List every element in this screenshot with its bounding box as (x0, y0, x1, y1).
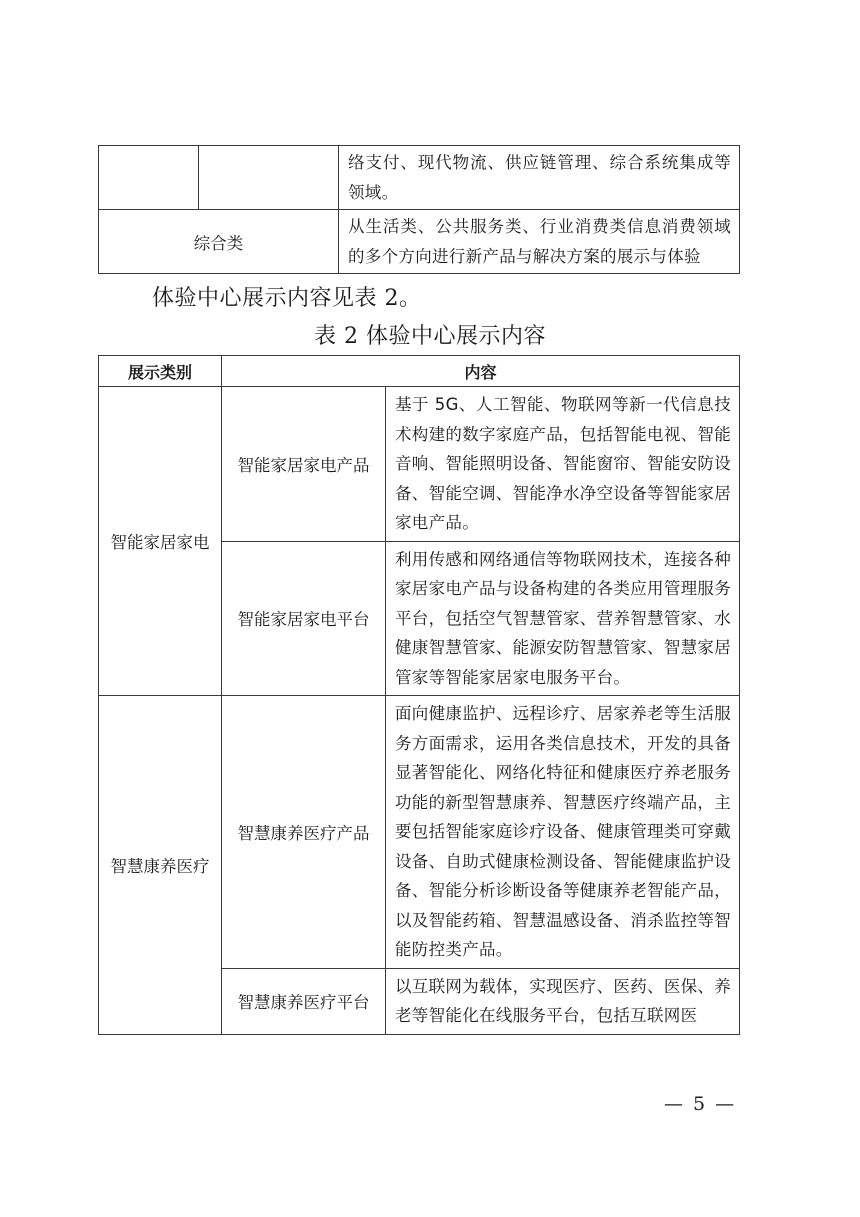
table-row (99, 146, 740, 210)
table-cell (99, 146, 199, 210)
subcategory-cell: 智能家居家电平台 (222, 541, 386, 696)
table-cell (386, 696, 740, 969)
cell-content: 面向健康监护、远程诊疗、居家养老等生活服务方面需求，运用各类信息技术，开发的具备显著智能化、网络化特征和健康医疗养老服务功能的新型智慧康养、智慧医疗终端产品，主要包括智能家庭诊疗设备、健康管理类可穿戴设备、自助式健康检测设备、智能健康监护设备、智能分析诊断设备等健康养老智能产品，以及智能药箱、智慧温感设备、消杀监控等智能防控类产品。 (395, 704, 732, 959)
cell-content: 络支付、现代物流、供应链管理、综合系统集成等领域。 (348, 153, 731, 202)
header-category: 展示类别 (99, 356, 222, 387)
cell-content: 基于 5G、人工智能、物联网等新一代信息技术构建的数字家庭产品，包括智能电视、智能音响、智能照明设备、智能窗帘、智能安防设备、智能空调、智能净水净空设备等智能家居家电产品。 (395, 395, 732, 532)
intro-paragraph: 体验中心展示内容见表 2。 (152, 286, 422, 311)
table-cell (199, 146, 339, 210)
subcategory-cell: 智慧康养医疗平台 (222, 968, 386, 1034)
category-cell: 智能家居家电 (99, 387, 222, 696)
cell-content: 利用传感和网络通信等物联网技术，连接各种家居家电产品与设备构建的各类应用管理服务平台，包括空气智慧管家、营养智慧管家、水健康智慧管家、能源安防智慧管家、智慧家居管家等智能家居家电服务平台。 (395, 549, 732, 687)
header-content: 内容 (222, 356, 740, 387)
table-header-row (99, 356, 740, 387)
table-cell (386, 968, 740, 1034)
continued-table (98, 145, 740, 274)
table-row (99, 210, 740, 274)
cell-content: 从生活类、公共服务类、行业消费类信息消费领域的多个方向进行新产品与解决方案的展示与体验 (348, 217, 731, 266)
exhibition-content-table (98, 355, 740, 1035)
table-row (99, 696, 740, 969)
subcategory-cell: 智能家居家电产品 (222, 387, 386, 542)
page-number: — 5 — (664, 1093, 737, 1115)
table-cell (339, 210, 740, 274)
table-caption: 表 2 体验中心展示内容 (314, 324, 546, 349)
subcategory-cell: 智慧康养医疗产品 (222, 696, 386, 969)
table-row (99, 387, 740, 542)
category-cell: 智慧康养医疗 (99, 696, 222, 1035)
table-cell (386, 387, 740, 542)
table-cell (386, 541, 740, 696)
table-cell (339, 146, 740, 210)
cell-content: 以互联网为载体，实现医疗、医药、医保、养老等智能化在线服务平台，包括互联网医 (395, 976, 732, 1025)
category-cell: 综合类 (99, 210, 339, 274)
